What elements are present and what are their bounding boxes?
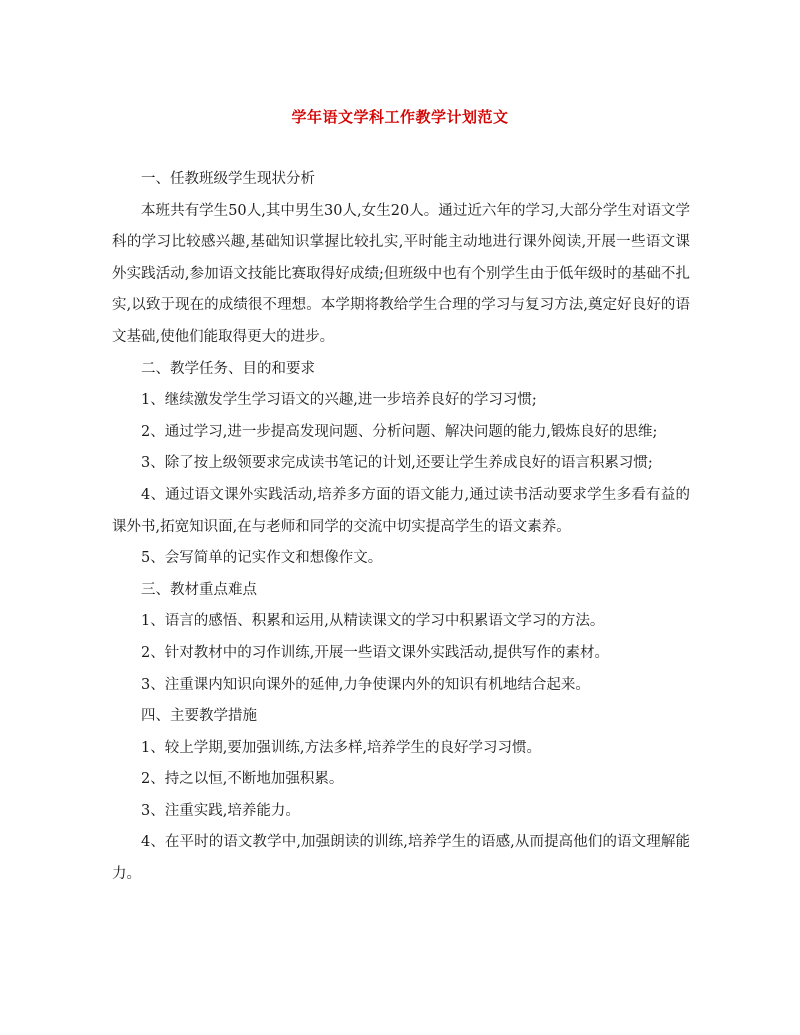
- section-heading: 四、主要教学措施: [141, 708, 257, 725]
- list-item: 1、语言的感悟、积累和运用,从精读课文的学习中积累语文学习的方法。: [141, 613, 605, 630]
- list-item: 5、会写简单的记实作文和想像作文。: [141, 550, 383, 567]
- list-item: 4、在平时的语文教学中,加强朗读的训练,培养学生的语感,从而提高他们的语文理解能力。: [112, 834, 690, 883]
- list-item: 2、针对教材中的习作训练,开展一些语文课外实践活动,提供写作的素材。: [141, 644, 609, 661]
- body-paragraph: 本班共有学生50人,其中男生30人,女生20人。通过近六年的学习,大部分学生对语文学科的学习比较感兴趣,基础知识掌握比较扎实,平时能主动地进行课外阅读,开展一些语文课外实践活动,参加语文技能比赛取得好成绩;但班级中也有个别学生由于低年级时的基础不扎实,以致于现在的成绩很不理想。本学期将教给学生合理的学习与复习方法,奠定好良好的语文基础,使他们能取得更大的进步。: [112, 202, 690, 345]
- document-title: 学年语文学科工作教学计划范文: [291, 108, 509, 126]
- list-item: 3、注重实践,培养能力。: [141, 802, 300, 819]
- list-item: 4、通过语文课外实践活动,培养多方面的语文能力,通过读书活动要求学生多看有益的课外书,拓宽知识面,在与老师和同学的交流中切实提高学生的语文素养。: [112, 486, 690, 535]
- section-heading: 三、教材重点难点: [141, 581, 257, 598]
- list-item: 2、持之以恒,不断地加强积累。: [141, 771, 344, 788]
- section-heading: 一、任教班级学生现状分析: [141, 171, 315, 187]
- list-item: 3、注重课内知识向课外的延伸,力争使课内外的知识有机地结合起来。: [141, 676, 590, 693]
- section-heading: 二、教学任务、目的和要求: [141, 360, 315, 377]
- list-item: 3、除了按上级领要求完成读书笔记的计划,还要让学生养成良好的语言积累习惯;: [141, 455, 653, 472]
- document-body: [112, 164, 690, 891]
- list-item: 2、通过学习,进一步提高发现问题、分析问题、解决问题的能力,锻炼良好的思维;: [141, 423, 658, 440]
- list-item: 1、继续激发学生学习语文的兴趣,进一步培养良好的学习习惯;: [141, 392, 537, 409]
- list-item: 1、较上学期,要加强训练,方法多样,培养学生的良好学习习惯。: [141, 739, 542, 756]
